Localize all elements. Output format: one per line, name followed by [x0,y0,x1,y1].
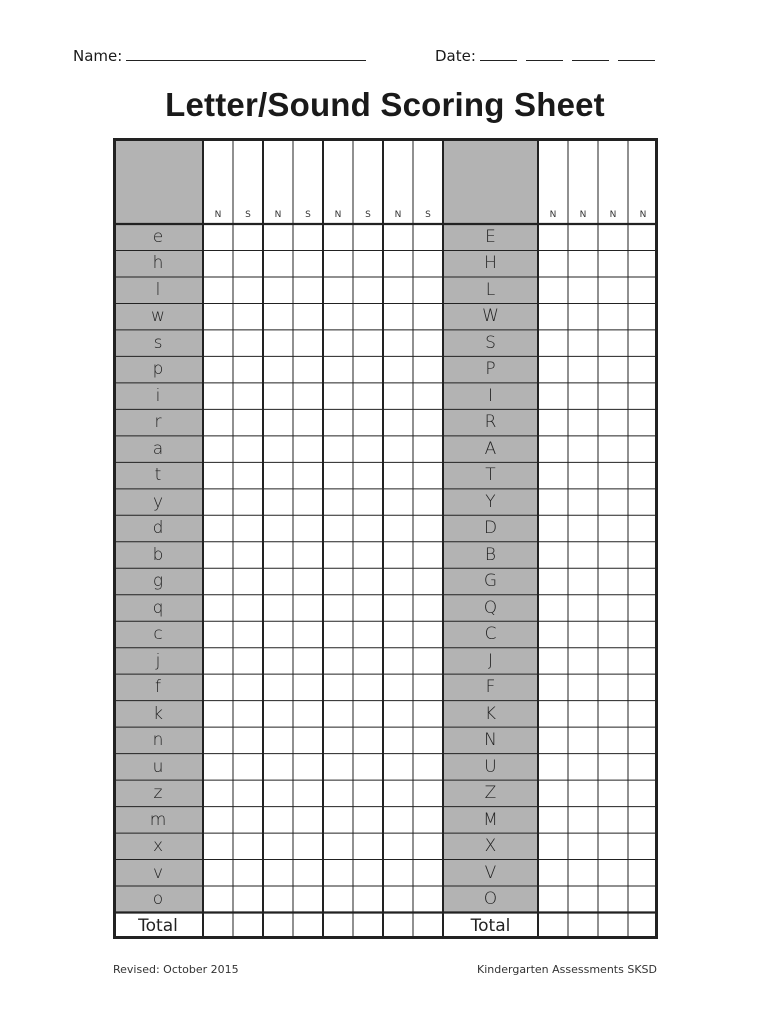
uppercase-letter: H [484,253,497,274]
uppercase-letter: C [484,624,497,645]
total-label-left: Total [138,915,178,936]
uppercase-letter: O [483,889,498,910]
lowercase-letter: g [152,571,164,592]
uppercase-letter: T [485,465,496,486]
uppercase-letter: N [484,730,497,751]
date-field[interactable] [435,46,655,65]
lowercase-letter: j [155,650,161,671]
date-input-line-4[interactable] [618,46,655,61]
lowercase-letter: r [154,412,162,433]
lowercase-letter: t [154,465,162,486]
lowercase-letter: e [152,227,164,247]
uppercase-letter: Z [484,783,497,804]
name-label: Name: [73,47,123,65]
lowercase-letter: y [152,491,164,512]
uppercase-letter: Y [485,491,496,512]
uppercase-letter: X [484,836,497,857]
lowercase-letter: o [152,889,164,910]
left-column-label: S [245,210,251,220]
lowercase-letter: a [152,438,164,459]
uppercase-letter: M [483,809,498,830]
right-column-label: N [609,210,617,220]
uppercase-letter: V [484,862,497,883]
lowercase-letter: v [152,862,164,883]
right-column-label: N [549,210,557,220]
uppercase-letter: W [482,306,499,327]
left-column-label: S [425,210,431,220]
lowercase-letter: c [153,624,163,645]
uppercase-letter: E [485,227,496,247]
left-column-label: S [365,210,371,220]
uppercase-letter: A [484,438,497,459]
name-input-line[interactable] [126,46,366,61]
lowercase-letter: i [155,385,161,406]
date-label: Date: [435,47,476,65]
lowercase-letter: p [152,359,164,380]
lowercase-letter: z [153,783,163,804]
date-input-line-1[interactable] [480,46,517,61]
lowercase-letter: m [149,809,167,830]
lowercase-letter: f [155,677,161,698]
uppercase-letter: F [485,677,496,698]
date-input-line-3[interactable] [572,46,609,61]
lowercase-letter: n [152,730,164,751]
uppercase-letter: D [483,518,498,539]
lowercase-letter: u [152,756,164,777]
left-column-label: N [214,210,222,220]
right-column-label: N [579,210,587,220]
uppercase-letter: K [484,703,497,724]
uppercase-letter: I [487,385,493,406]
lowercase-letter: k [153,703,163,724]
lowercase-letter: d [152,518,164,539]
uppercase-letter: J [487,650,493,671]
left-column-label: S [305,210,311,220]
uppercase-letter: L [485,279,496,300]
uppercase-letter: B [484,544,497,565]
uppercase-letter: G [483,571,498,592]
lowercase-letter: s [153,332,163,353]
page-title: Letter/Sound Scoring Sheet [165,86,605,123]
left-column-label: N [334,210,342,220]
uppercase-letter: P [485,359,496,380]
lowercase-letter: w [151,306,165,327]
lowercase-letter: b [152,544,164,565]
left-column-label: N [394,210,402,220]
name-field[interactable] [73,46,366,65]
uppercase-letter: S [485,332,496,353]
right-column-label: N [639,210,647,220]
lowercase-letter: l [155,279,161,300]
total-label-right: Total [470,915,511,936]
lowercase-letter: h [152,253,164,274]
uppercase-letter: Q [483,597,498,618]
date-input-line-2[interactable] [526,46,563,61]
lowercase-letter: x [152,836,164,857]
footer-revised: Revised: October 2015 [113,963,239,976]
footer-source: Kindergarten Assessments SKSD [477,963,657,976]
left-column-label: N [274,210,282,220]
lowercase-letter: q [152,597,164,618]
uppercase-letter: R [484,412,497,433]
scoring-table [113,138,658,939]
uppercase-letter: U [484,756,497,777]
